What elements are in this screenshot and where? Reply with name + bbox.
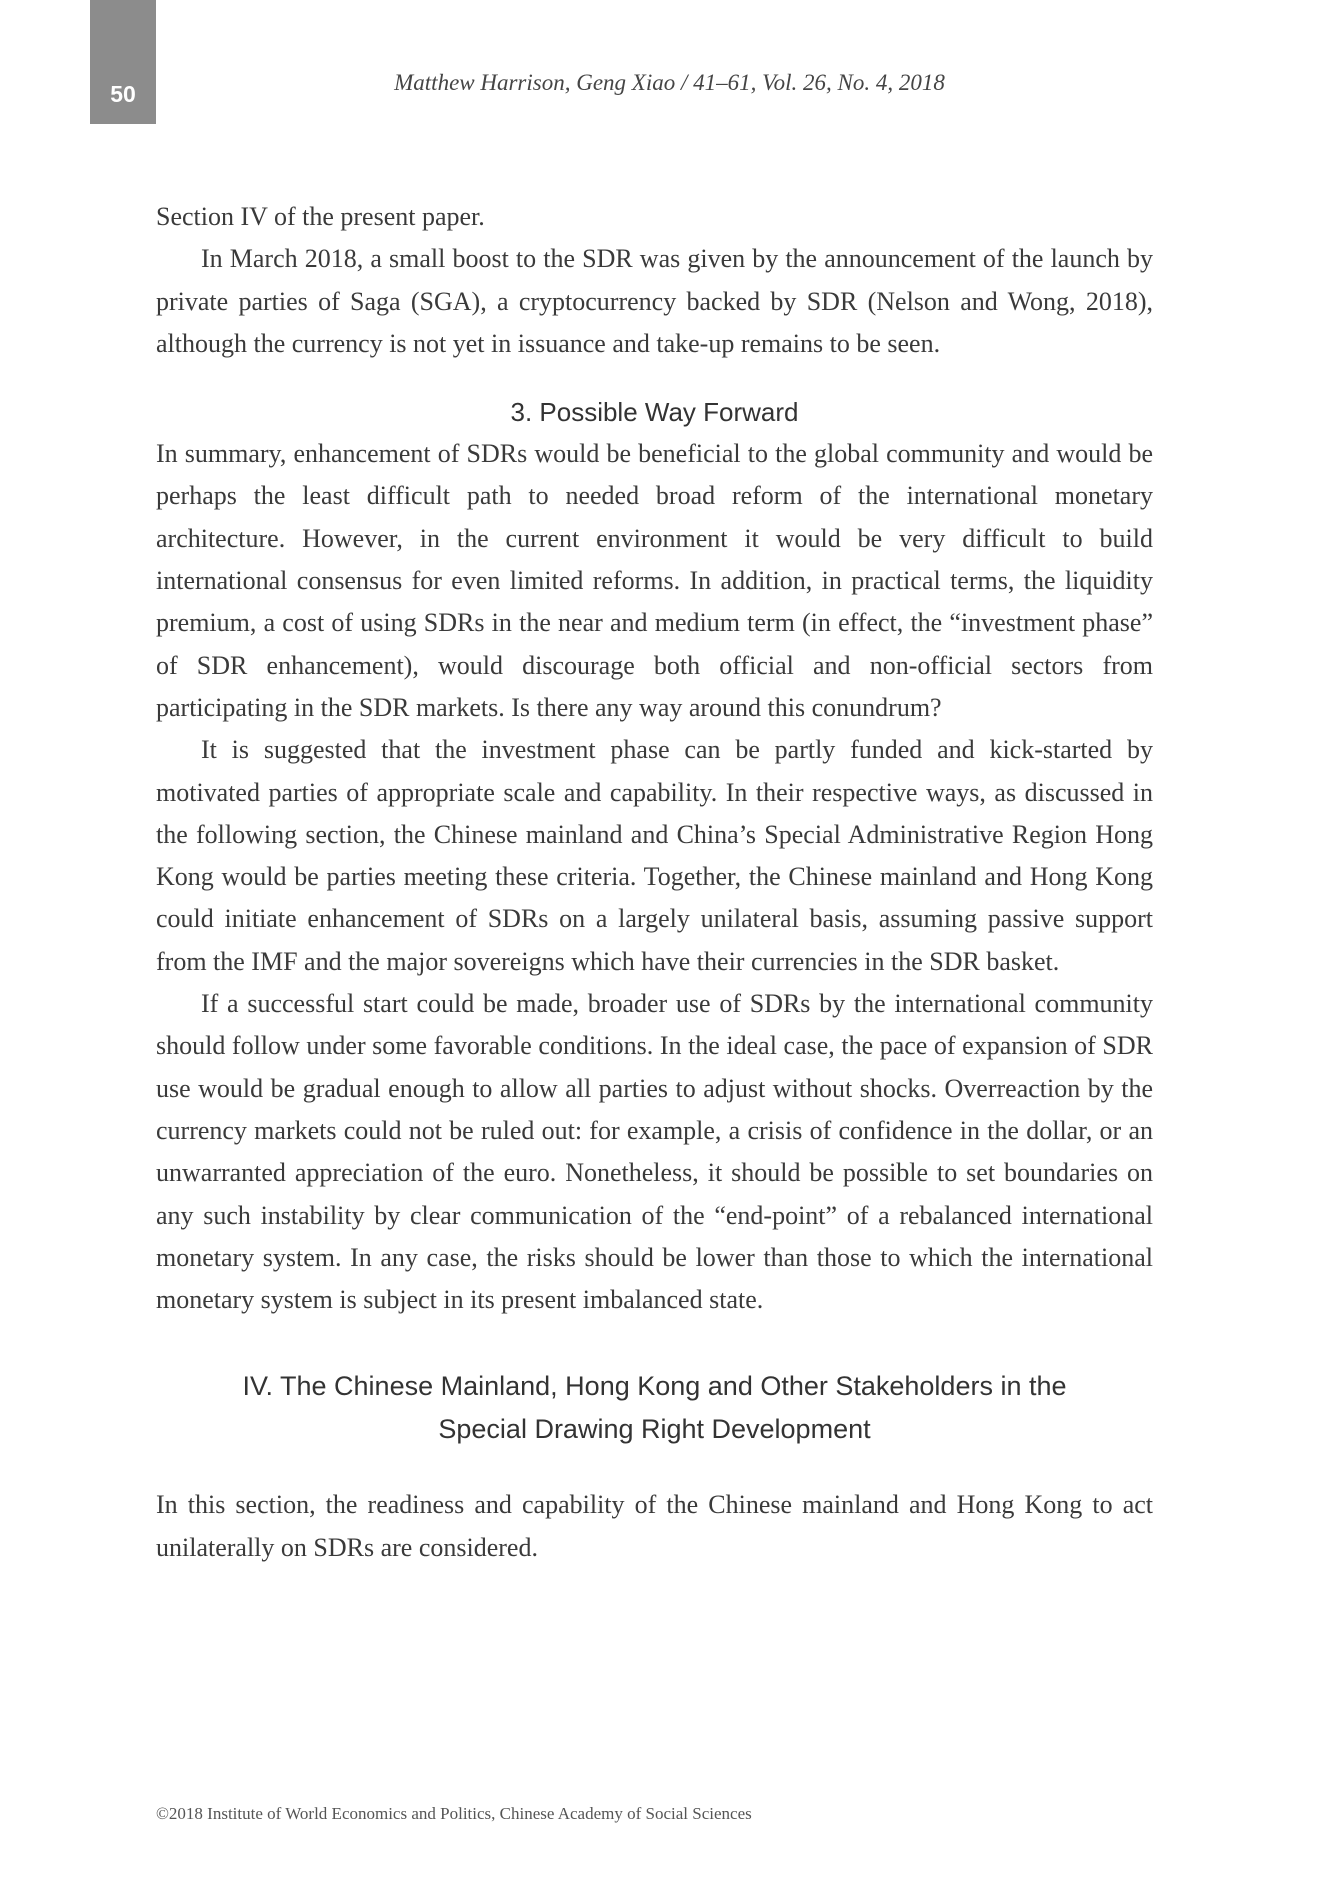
section-heading-line: Special Drawing Right Development xyxy=(438,1414,871,1445)
subsection-heading: 3. Possible Way Forward xyxy=(510,397,799,428)
article-body xyxy=(156,196,1153,1569)
paragraph: In summary, enhancement of SDRs would be beneficial to the global community and would be perhaps the least difficult path to needed broad reform of the international monetary architecture. However, in the current environment it would be very difficult to build international consensus for even limited reforms. In addition, in practical terms, the liquidity premium, a cost of using SDRs in the near and medium term (in effect, the “investment phase” of SDR enhancement), would discourage both official and non-official sectors from participating in the SDR markets. Is there any way around this conundrum? xyxy=(156,439,1153,722)
paragraph: In March 2018, a small boost to the SDR was given by the announcement of the launch by private parties of Saga (SGA), a cryptocurrency backed by SDR (Nelson and Wong, 2018), although the currency is not yet in issuance and take-up remains to be seen. xyxy=(156,244,1153,358)
page-number: 50 xyxy=(110,81,136,107)
page-number-tab xyxy=(90,0,156,124)
paragraph: Section IV of the present paper. xyxy=(156,202,485,231)
copyright-footer: ©2018 Institute of World Economics and Politics, Chinese Academy of Social Sciences xyxy=(156,1804,752,1823)
running-head: Matthew Harrison, Geng Xiao / 41–61, Vol. 26, No. 4, 2018 xyxy=(394,70,945,95)
paragraph: In this section, the readiness and capability of the Chinese mainland and Hong Kong to act unilaterally on SDRs are considered. xyxy=(156,1490,1153,1562)
section-heading xyxy=(156,1365,1153,1451)
section-heading-line: IV. The Chinese Mainland, Hong Kong and Other Stakeholders in the xyxy=(242,1371,1067,1402)
paragraph: It is suggested that the investment phase can be partly funded and kick-started by motivated parties of appropriate scale and capability. In their respective ways, as discussed in the following section, the Chinese mainland and China’s Special Administrative Region Hong Kong would be parties meeting these criteria. Together, the Chinese mainland and Hong Kong could initiate enhancement of SDRs on a largely unilateral basis, assuming passive support from the IMF and the major sovereigns which have their currencies in the SDR basket. xyxy=(156,735,1153,976)
paragraph: If a successful start could be made, broader use of SDRs by the international community should follow under some favorable conditions. In the ideal case, the pace of expansion of SDR use would be gradual enough to allow all parties to adjust without shocks. Overreaction by the currency markets could not be ruled out: for example, a crisis of confidence in the dollar, or an unwarranted appreciation of the euro. Nonetheless, it should be possible to set boundaries on any such instability by clear communication of the “end-point” of a rebalanced international monetary system. In any case, the risks should be lower than those to which the international monetary system is subject in its present imbalanced state. xyxy=(156,989,1153,1315)
